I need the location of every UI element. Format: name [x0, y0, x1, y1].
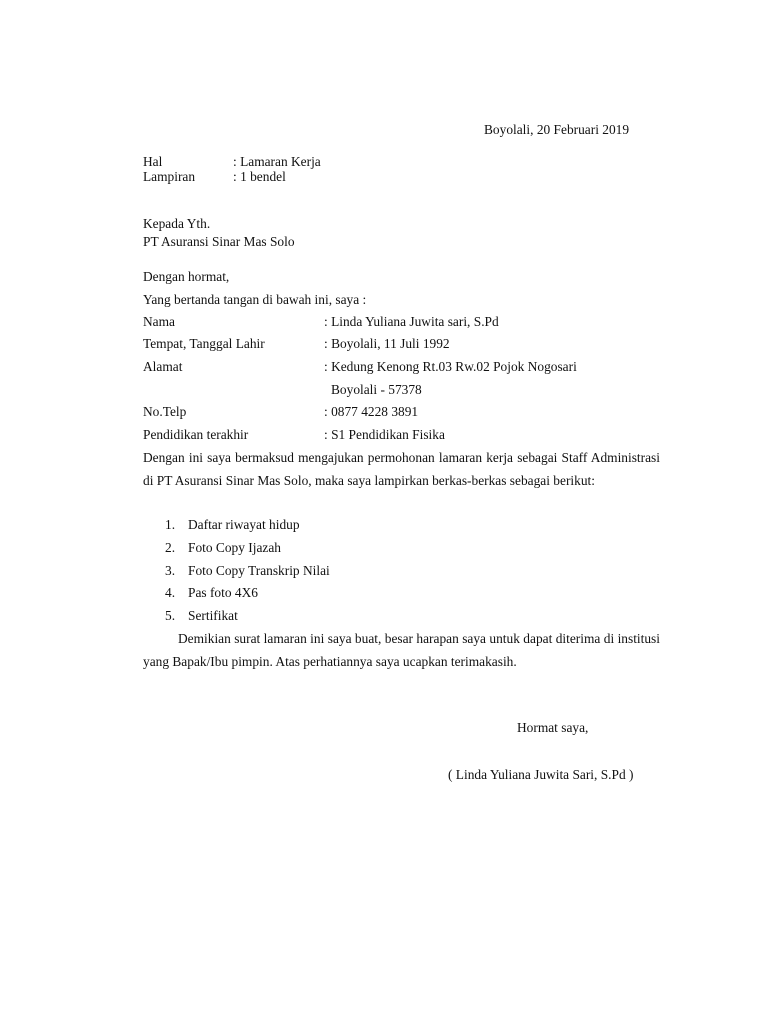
recipient-line1: Kepada Yth.: [143, 216, 211, 231]
meta-value-subject: : Lamaran Kerja: [233, 154, 321, 169]
field-value-address-line2: Boyolali - 57378: [331, 382, 422, 397]
list-number: 4.: [165, 585, 176, 600]
field-value-address: : Kedung Kenong Rt.03 Rw.02 Pojok Nogosari: [324, 359, 577, 374]
field-label-name: Nama: [143, 314, 175, 329]
list-text: Daftar riwayat hidup: [188, 517, 300, 532]
meta-value-attachment: : 1 bendel: [233, 169, 286, 184]
list-item: [165, 608, 238, 624]
list-text: Sertifikat: [188, 608, 238, 623]
list-item: [165, 585, 258, 601]
list-item: [165, 563, 330, 579]
field-label-education: Pendidikan terakhir: [143, 427, 249, 442]
field-value-birth: : Boyolali, 11 Juli 1992: [324, 336, 450, 351]
intro-text: Yang bertanda tangan di bawah ini, saya :: [143, 292, 367, 307]
field-label-phone: No.Telp: [143, 404, 187, 419]
list-item: [165, 540, 281, 556]
field-label-birth: Tempat, Tanggal Lahir: [143, 336, 265, 351]
list-number: 5.: [165, 608, 176, 623]
field-value-education: : S1 Pendidikan Fisika: [324, 427, 445, 442]
letter-date: Boyolali, 20 Februari 2019: [484, 122, 630, 137]
greeting: Dengan hormat,: [143, 269, 230, 284]
list-item: [165, 517, 300, 533]
field-value-phone: : 0877 4228 3891: [324, 404, 419, 419]
closing-paragraph: Demikian surat lamaran ini saya buat, besar harapan saya untuk dapat diterima di institusi yang Bapak/Ibu pimpin. Atas perhatiannya saya ucapkan terimakasih.: [143, 631, 660, 669]
recipient-line2: PT Asuransi Sinar Mas Solo: [143, 234, 295, 249]
list-text: Pas foto 4X6: [188, 585, 258, 600]
list-number: 3.: [165, 563, 176, 578]
list-number: 1.: [165, 517, 176, 532]
body-paragraph: Dengan ini saya bermaksud mengajukan permohonan lamaran kerja sebagai Staff Administrasi di PT Asuransi Sinar Mas Solo, maka saya lampirkan berkas-berkas sebagai berikut:: [143, 450, 660, 488]
list-number: 2.: [165, 540, 176, 555]
meta-label-attachment: Lampiran: [143, 169, 196, 184]
list-text: Foto Copy Ijazah: [188, 540, 281, 555]
list-text: Foto Copy Transkrip Nilai: [188, 563, 330, 578]
field-value-name: : Linda Yuliana Juwita sari, S.Pd: [324, 314, 499, 329]
signature-name: ( Linda Yuliana Juwita Sari, S.Pd ): [448, 767, 634, 782]
meta-label-subject: Hal: [143, 154, 163, 169]
closing-salutation: Hormat saya,: [517, 720, 589, 735]
field-label-address: Alamat: [143, 359, 183, 374]
